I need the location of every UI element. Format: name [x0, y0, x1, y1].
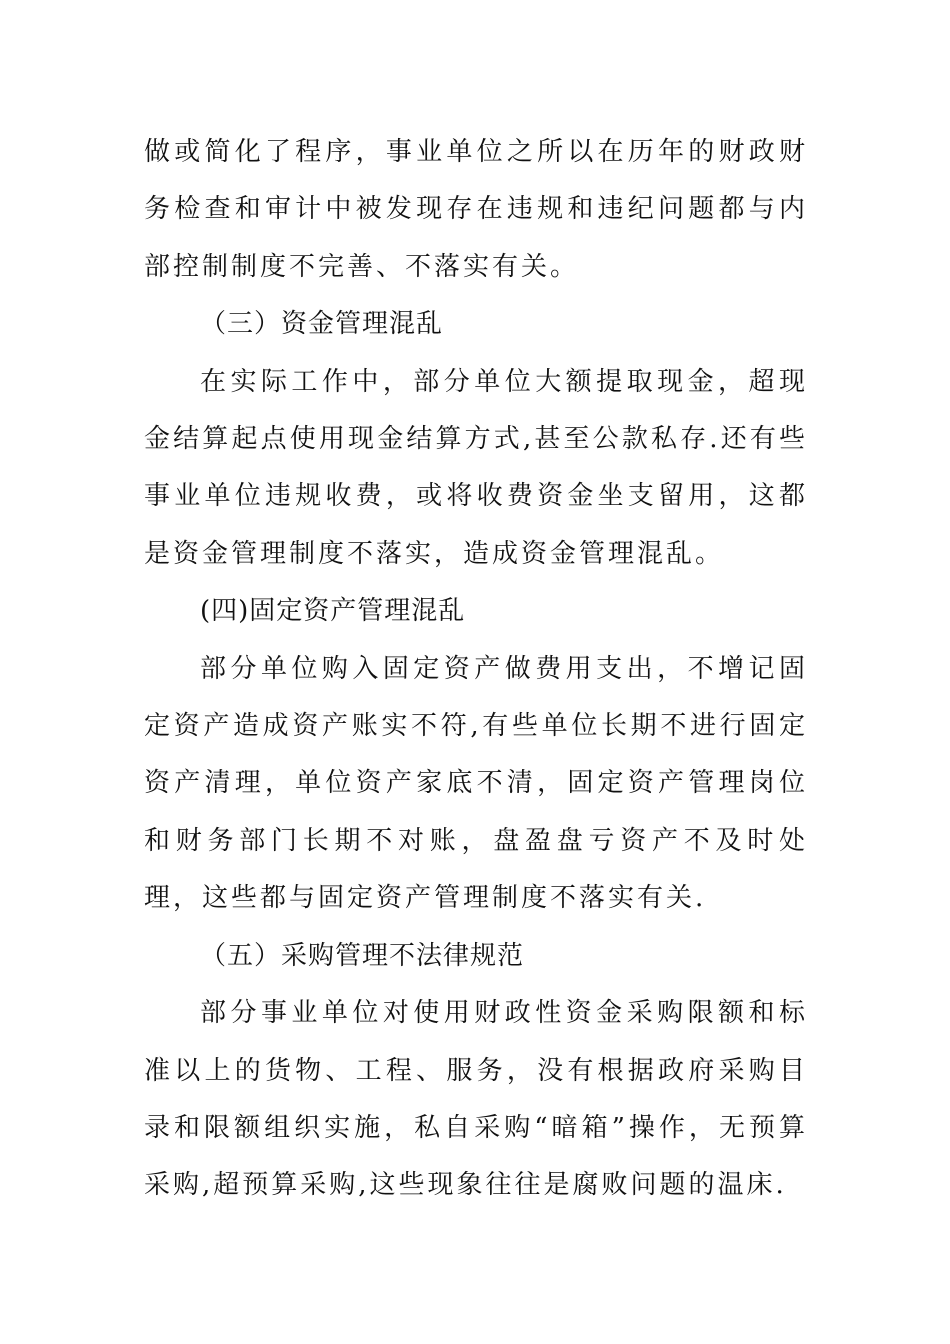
paragraph-procurement: 部分事业单位对使用财政性资金采购限额和标准以上的货物、工程、服务，没有根据政府采购目录和限额组织实施，私自采购“暗箱”操作，无预算采购,超预算采购,这些现象往往是腐败问题的温床. [144, 998, 808, 1201]
section-heading-3: （三）资金管理混乱 [200, 309, 444, 340]
paragraph-fund-management: 在实际工作中，部分单位大额提取现金，超现金结算起点使用现金结算方式,甚至公款私存.还有些事业单位违规收费，或将收费资金坐支留用，这都是资金管理制度不落实，造成资金管理混乱。 [144, 366, 808, 569]
section-heading-4: (四)固定资产管理混乱 [200, 596, 466, 627]
section-heading-5: （五）采购管理不法律规范 [200, 940, 525, 971]
paragraph-continued: 做或简化了程序，事业单位之所以在历年的财政财务检查和审计中被发现存在违规和违纪问题都与内部控制制度不完善、不落实有关。 [144, 137, 808, 282]
document-body [144, 124, 808, 1215]
paragraph-fixed-assets: 部分单位购入固定资产做费用支出，不增记固定资产造成资产账实不符,有些单位长期不进行固定资产清理，单位资产家底不清，固定资产管理岗位和财务部门长期不对账，盘盈盘亏资产不及时处理，这些都与固定资产管理制度不落实有关. [144, 653, 808, 914]
